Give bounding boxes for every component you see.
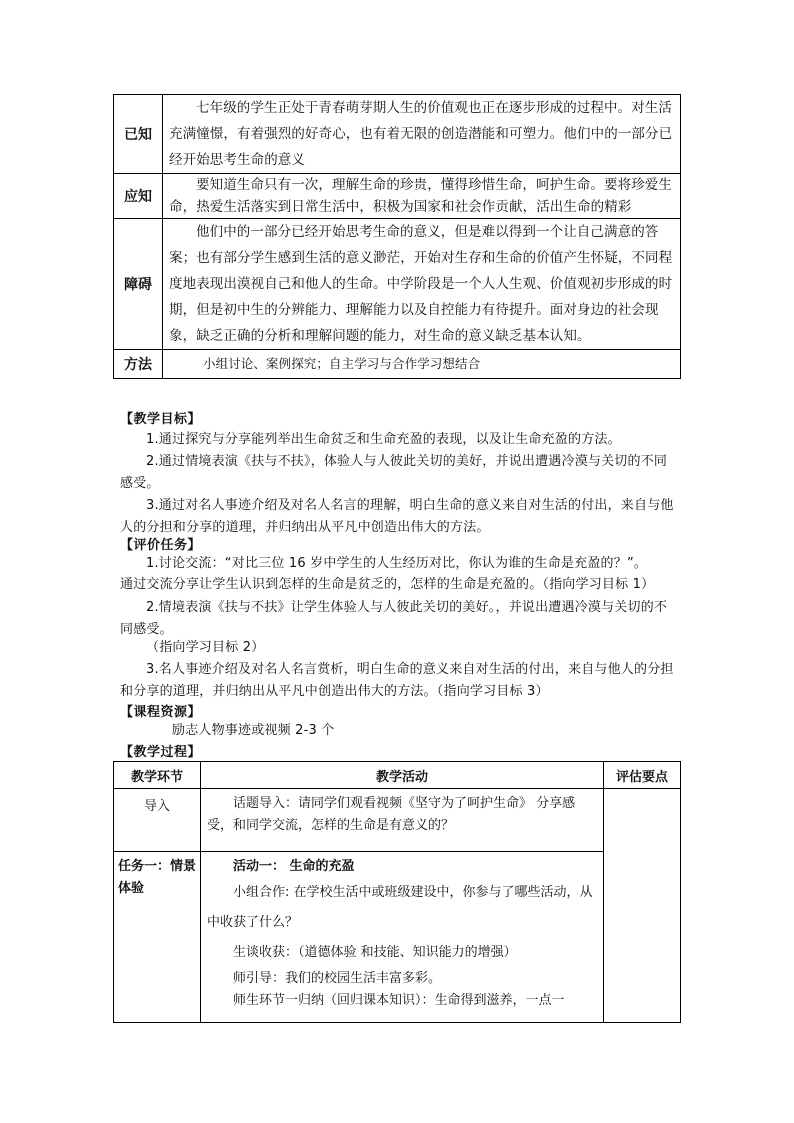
method-label: 方法 [114, 350, 163, 379]
should-know-label: 应知 [114, 174, 163, 219]
resources-text: 励志人物事迹或视频 2-3 个 [172, 723, 335, 738]
col-activity-header: 教学活动 [201, 762, 604, 789]
goal-item-2: 2.通过情境表演《扶与不扶》，体验人与人彼此关切的美好，并说出遭遇冷漠与关切的不同感受。 [120, 454, 668, 491]
activity-intro [201, 789, 604, 852]
should-know-row [114, 174, 681, 219]
stage-intro: 导入 [114, 789, 201, 852]
known-text: 七年级的学生正处于青春萌芽期人生的价值观也正在逐步形成的过程中。对生活充满憧憬，有着强烈的好奇心，也有着无限的创造潜能和可塑力。他们中的一部分已经开始思考生命的意义 [163, 95, 681, 174]
evaluation-item-1-cont: 通过交流分享让学生认识到怎样的生命是贫乏的，怎样的生命是充盈的。（指向学习目标 1） [120, 577, 655, 592]
obstacle-label: 障碍 [114, 219, 163, 350]
process-row-task1 [114, 852, 681, 1023]
activity-1-line-2: 生谈收获：（道德体验 和技能、知识能力的增强） [233, 945, 517, 960]
process-heading: 【教学过程】 [120, 745, 202, 760]
activity-1-title: 活动一： 生命的充盈 [233, 859, 355, 874]
method-text: 小组讨论、案例探究；自主学习与合作学习想结合 [163, 350, 681, 379]
activity-1-line-4: 师生环节一归纳（回归课本知识）：生命得到滋养，一点一 [233, 993, 565, 1008]
evaluation-item-1: 1.讨论交流：“对比三位 16 岁中学生的人生经历对比，你认为谁的生命是充盈的？”。 [146, 556, 648, 571]
activity-1-line-1: 小组合作: 在学校生活中或班级建设中，你参与了哪些活动，从中收获了什么？ [207, 885, 593, 930]
col-stage-header: 教学环节 [114, 762, 201, 789]
evaluation-item-2: 2.情境表演《扶与不扶》让学生体验人与人彼此关切的美好。，并说出遭遇冷漠与关切的不同感受。 [120, 600, 668, 637]
stage-task-1: 任务一：情景体验 [114, 852, 201, 1023]
should-know-text: 要知道生命只有一次，理解生命的珍贵，懂得珍惜生命，呵护生命。要将珍爱生命，热爱生活落实到日常生活中，积极为国家和社会作贡献，活出生命的精彩 [163, 174, 681, 219]
method-row [114, 350, 681, 379]
evaluation-item-2-note: （指向学习目标 2） [146, 640, 265, 655]
known-label: 已知 [114, 95, 163, 174]
resources-heading: 【课程资源】 [120, 705, 202, 720]
evaluation-item-3: 3.名人事迹介绍及对名人名言赏析，明白生命的意义来自对生活的付出，来自与他人的分担和分享的道理，并归纳出从平凡中创造出伟大的方法。（指向学习目标 3） [120, 662, 674, 699]
goals-heading: 【教学目标】 [120, 412, 202, 427]
goal-item-3: 3.通过对名人事迹介绍及对名人名言的理解，明白生命的意义来自对生活的付出，来自与他人的分担和分享的道理，并归纳出从平凡中创造出伟大的方法。 [120, 498, 674, 535]
evaluation-points-cell [604, 789, 681, 1023]
goal-item-1: 1.通过探究与分享能列举出生命贫乏和生命充盈的表现，以及让生命充盈的方法。 [146, 432, 621, 447]
obstacle-text: 他们中的一部分已经开始思考生命的意义，但是难以得到一个让自己满意的答案；也有部分学生感到生活的意义渺茫，开始对生存和生命的价值产生怀疑，不同程度地表现出漠视自己和他人的生命。中学阶段是一个人人生观、价值观初步形成的时期，但是初中生的分辨能力、理解能力以及自控能力有待提升。面对身边的社会现象，缺乏正确的分析和理解问题的能力，对生命的意义缺乏基本认知。 [163, 219, 681, 350]
col-evaluation-header: 评估要点 [604, 762, 681, 789]
activity-intro-text: 话题导入：请同学们观看视频《坚守为了呵护生命》 分享感受，和同学交流，怎样的生命是有意义的？ [207, 796, 576, 833]
activity-1-line-3: 师引导：我们的校园生活丰富多彩。 [233, 971, 442, 986]
process-row-intro [114, 789, 681, 852]
activity-task-1 [201, 852, 604, 1023]
known-row [114, 95, 681, 174]
evaluation-heading: 【评价任务】 [120, 538, 202, 553]
learner-analysis-table [113, 94, 681, 379]
process-header-row [114, 762, 681, 789]
obstacle-row [114, 219, 681, 350]
process-table [113, 761, 681, 1023]
